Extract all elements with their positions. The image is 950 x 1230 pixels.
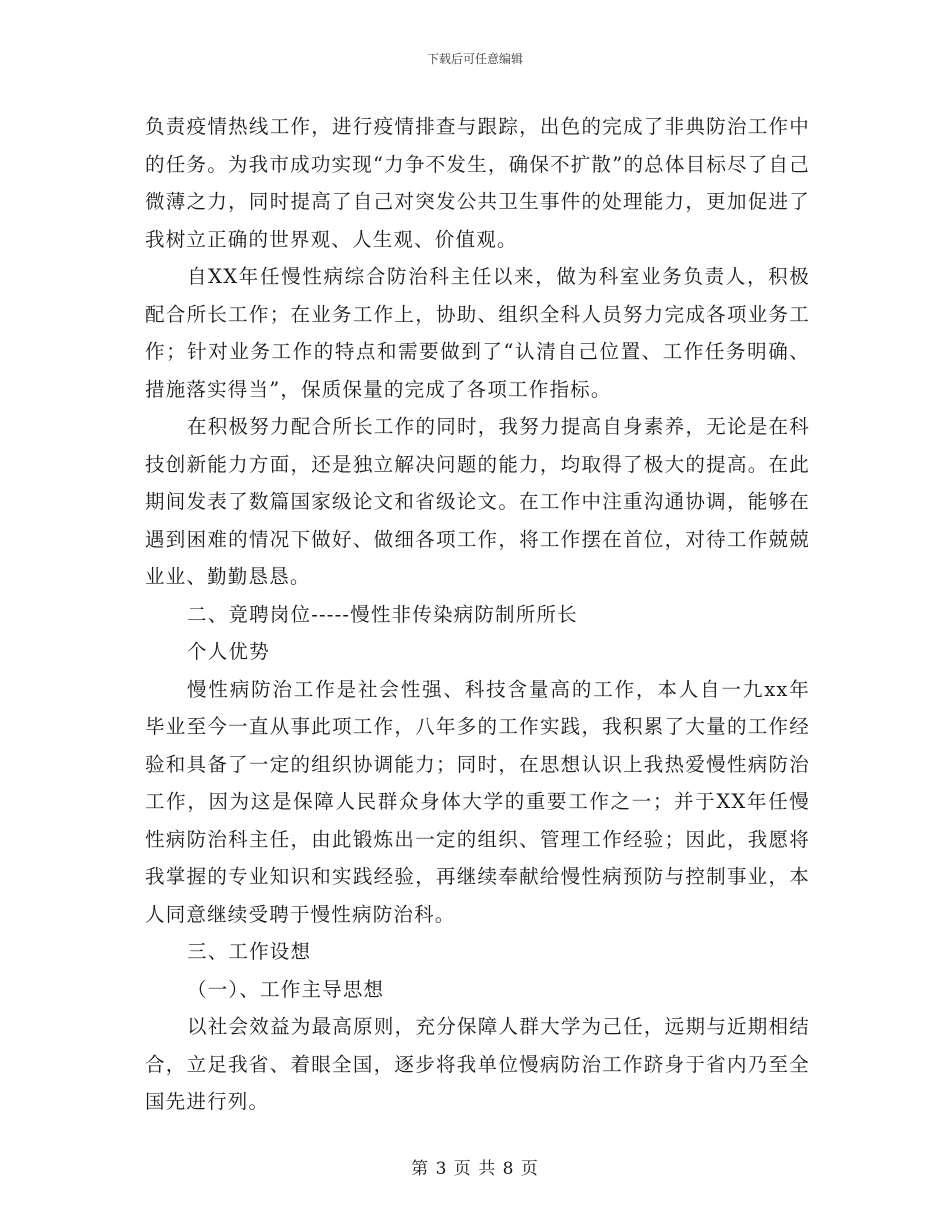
document-body	[145, 108, 810, 1121]
page-header-note: 下载后可任意编辑	[426, 52, 523, 66]
paragraph-department-head: 自XX年任慢性病综合防治科主任以来，做为科室业务负责人，积极配合所长工作；在业务工作上，协助、组织全科人员努力完成各项业务工作；针对业务工作的特点和需要做到了“认清自己位置、工作任务明确、措施落实得当”，保质保量的完成了各项工作指标。	[145, 265, 810, 401]
page-number-footer: 第 3 页 共 8 页	[411, 1159, 539, 1179]
section-heading-position: 二、竟聘岗位-----慢性非传染病防制所所长	[187, 602, 578, 626]
subheading-guiding-idea: （一）、工作主导思想	[187, 977, 385, 1001]
paragraph-guiding-idea: 以社会效益为最高原则，充分保障人群大学为己任，远期与近期相结合，立足我省、着眼全国，逐步将我单位慢病防治工作跻身于省内乃至全国先进行列。	[145, 1015, 810, 1113]
paragraph-advantages: 慢性病防治工作是社会性强、科技含量高的工作，本人自一九xx年毕业至今一直从事此项工作，八年多的工作实践，我积累了大量的工作经验和具备了一定的组织协调能力；同时，在思想认识上我热爱慢性病防治工作，因为这是保障人民群众身体大学的重要工作之一；并于XX年任慢性病防治科主任，由此锻炼出一定的组织、管理工作经验；因此，我愿将我掌握的专业知识和实践经验，再继续奉献给慢性病预防与控制事业，本人同意继续受聘于慢性病防治科。	[145, 677, 810, 926]
subheading-personal-advantages: 个人优势	[187, 640, 270, 663]
paragraph-sars-hotline: 负责疫情热线工作，进行疫情排查与跟踪，出色的完成了非典防治工作中的任务。为我市成功实现“力争不发生，确保不扩散”的总体目标尽了自己微薄之力，同时提高了自己对突发公共卫生事件的处理能力，更加促进了我树立正确的世界观、人生观、价值观。	[145, 115, 810, 251]
paragraph-self-improvement: 在积极努力配合所长工作的同时，我努力提高自身素养，无论是在科技创新能力方面，还是独立解决问题的能力，均取得了极大的提高。在此期间发表了数篇国家级论文和省级论文。在工作中注重沟通协调，能够在遇到困难的情况下做好、做细各项工作，将工作摆在首位，对待工作兢兢业业、勤勤恳恳。	[145, 415, 810, 588]
section-heading-work-plan: 三、工作设想	[187, 940, 312, 963]
